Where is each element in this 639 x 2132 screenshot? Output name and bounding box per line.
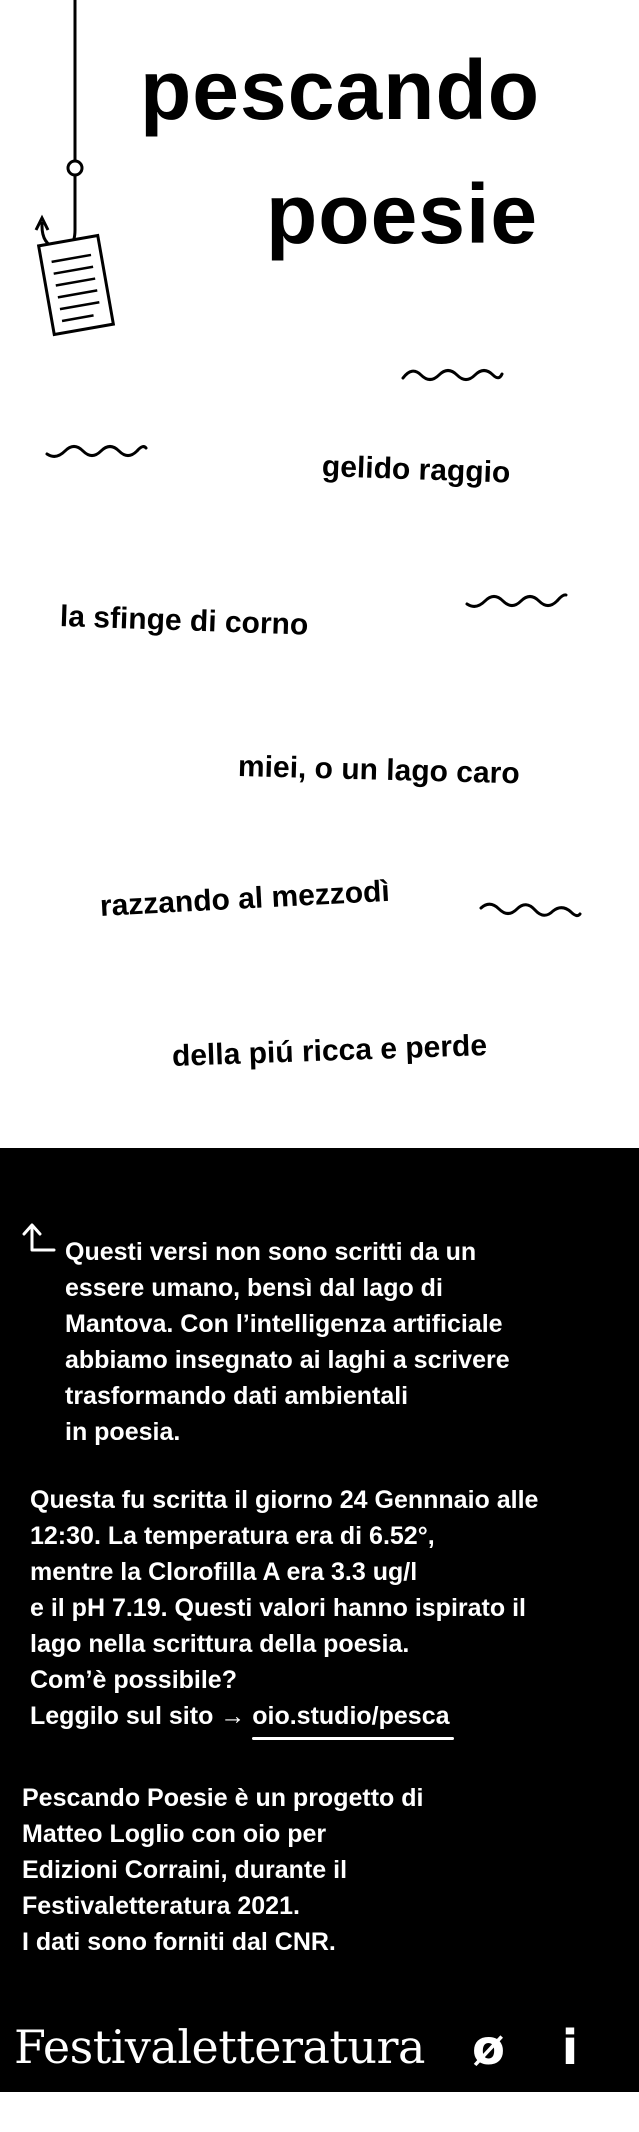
- squiggle-icon: [44, 436, 149, 466]
- detail-text: [30, 1482, 538, 1734]
- text-line: 12:30. La temperatura era di 6.52°,: [30, 1522, 435, 1550]
- credits-text: [22, 1780, 423, 1960]
- text-line: Com’è possibile?: [30, 1666, 237, 1694]
- wave-divider: [0, 1142, 639, 1162]
- text-line: trasformando dati ambientali: [65, 1382, 409, 1410]
- text-line: abbiamo insegnato ai laghi a scrivere: [65, 1346, 510, 1374]
- squiggle-icon: [478, 896, 583, 926]
- text-line: Mantova. Con l’intelligenza artificiale: [65, 1310, 503, 1338]
- text-line: e il pH 7.19. Questi valori hanno ispirato il: [30, 1594, 526, 1622]
- text-line: essere umano, bensì dal lago di: [65, 1274, 443, 1302]
- text-line: Questa fu scritta il giorno 24 Gennnaio alle: [30, 1486, 539, 1514]
- poem-line: razzando al mezzodì: [99, 874, 391, 923]
- text-line: Edizioni Corraini, durante il: [22, 1856, 348, 1884]
- poem-line: miei, o un lago caro: [237, 750, 521, 791]
- text-line: Pescando Poesie è un progetto di: [22, 1784, 424, 1812]
- read-prefix: Leggilo sul sito →: [30, 1702, 246, 1730]
- page-title-line1: pescando: [140, 43, 541, 137]
- squiggle-icon: [400, 360, 505, 390]
- text-line: Festivaletteratura 2021.: [22, 1892, 300, 1920]
- page-title-line2: poesie: [266, 167, 539, 261]
- arrow-up-icon: [22, 1220, 56, 1252]
- festivaletteratura-logo: Festivaletteratura: [14, 2020, 425, 2074]
- site-link[interactable]: oio.studio/pesca: [252, 1698, 449, 1734]
- poem-line: gelido raggio: [321, 450, 511, 490]
- text-line: in poesia.: [65, 1418, 181, 1446]
- poem-line: della piú ricca e perde: [171, 1029, 488, 1073]
- text-line: Questi versi non sono scritti da un: [65, 1238, 477, 1266]
- poem-line: la sfinge di corno: [59, 600, 309, 642]
- fishing-hook-paper-icon: [28, 0, 128, 350]
- oio-logo: ø i o: [472, 2020, 599, 2132]
- squiggle-icon: [464, 586, 569, 616]
- text-line: I dati sono forniti dal CNR.: [22, 1928, 336, 1956]
- text-line: lago nella scrittura della poesia.: [30, 1630, 410, 1658]
- text-line: mentre la Clorofilla A era 3.3 ug/l: [30, 1558, 418, 1586]
- intro-text: [65, 1234, 510, 1450]
- read-more-line: [30, 1698, 538, 1734]
- text-line: Matteo Loglio con oio per: [22, 1820, 327, 1848]
